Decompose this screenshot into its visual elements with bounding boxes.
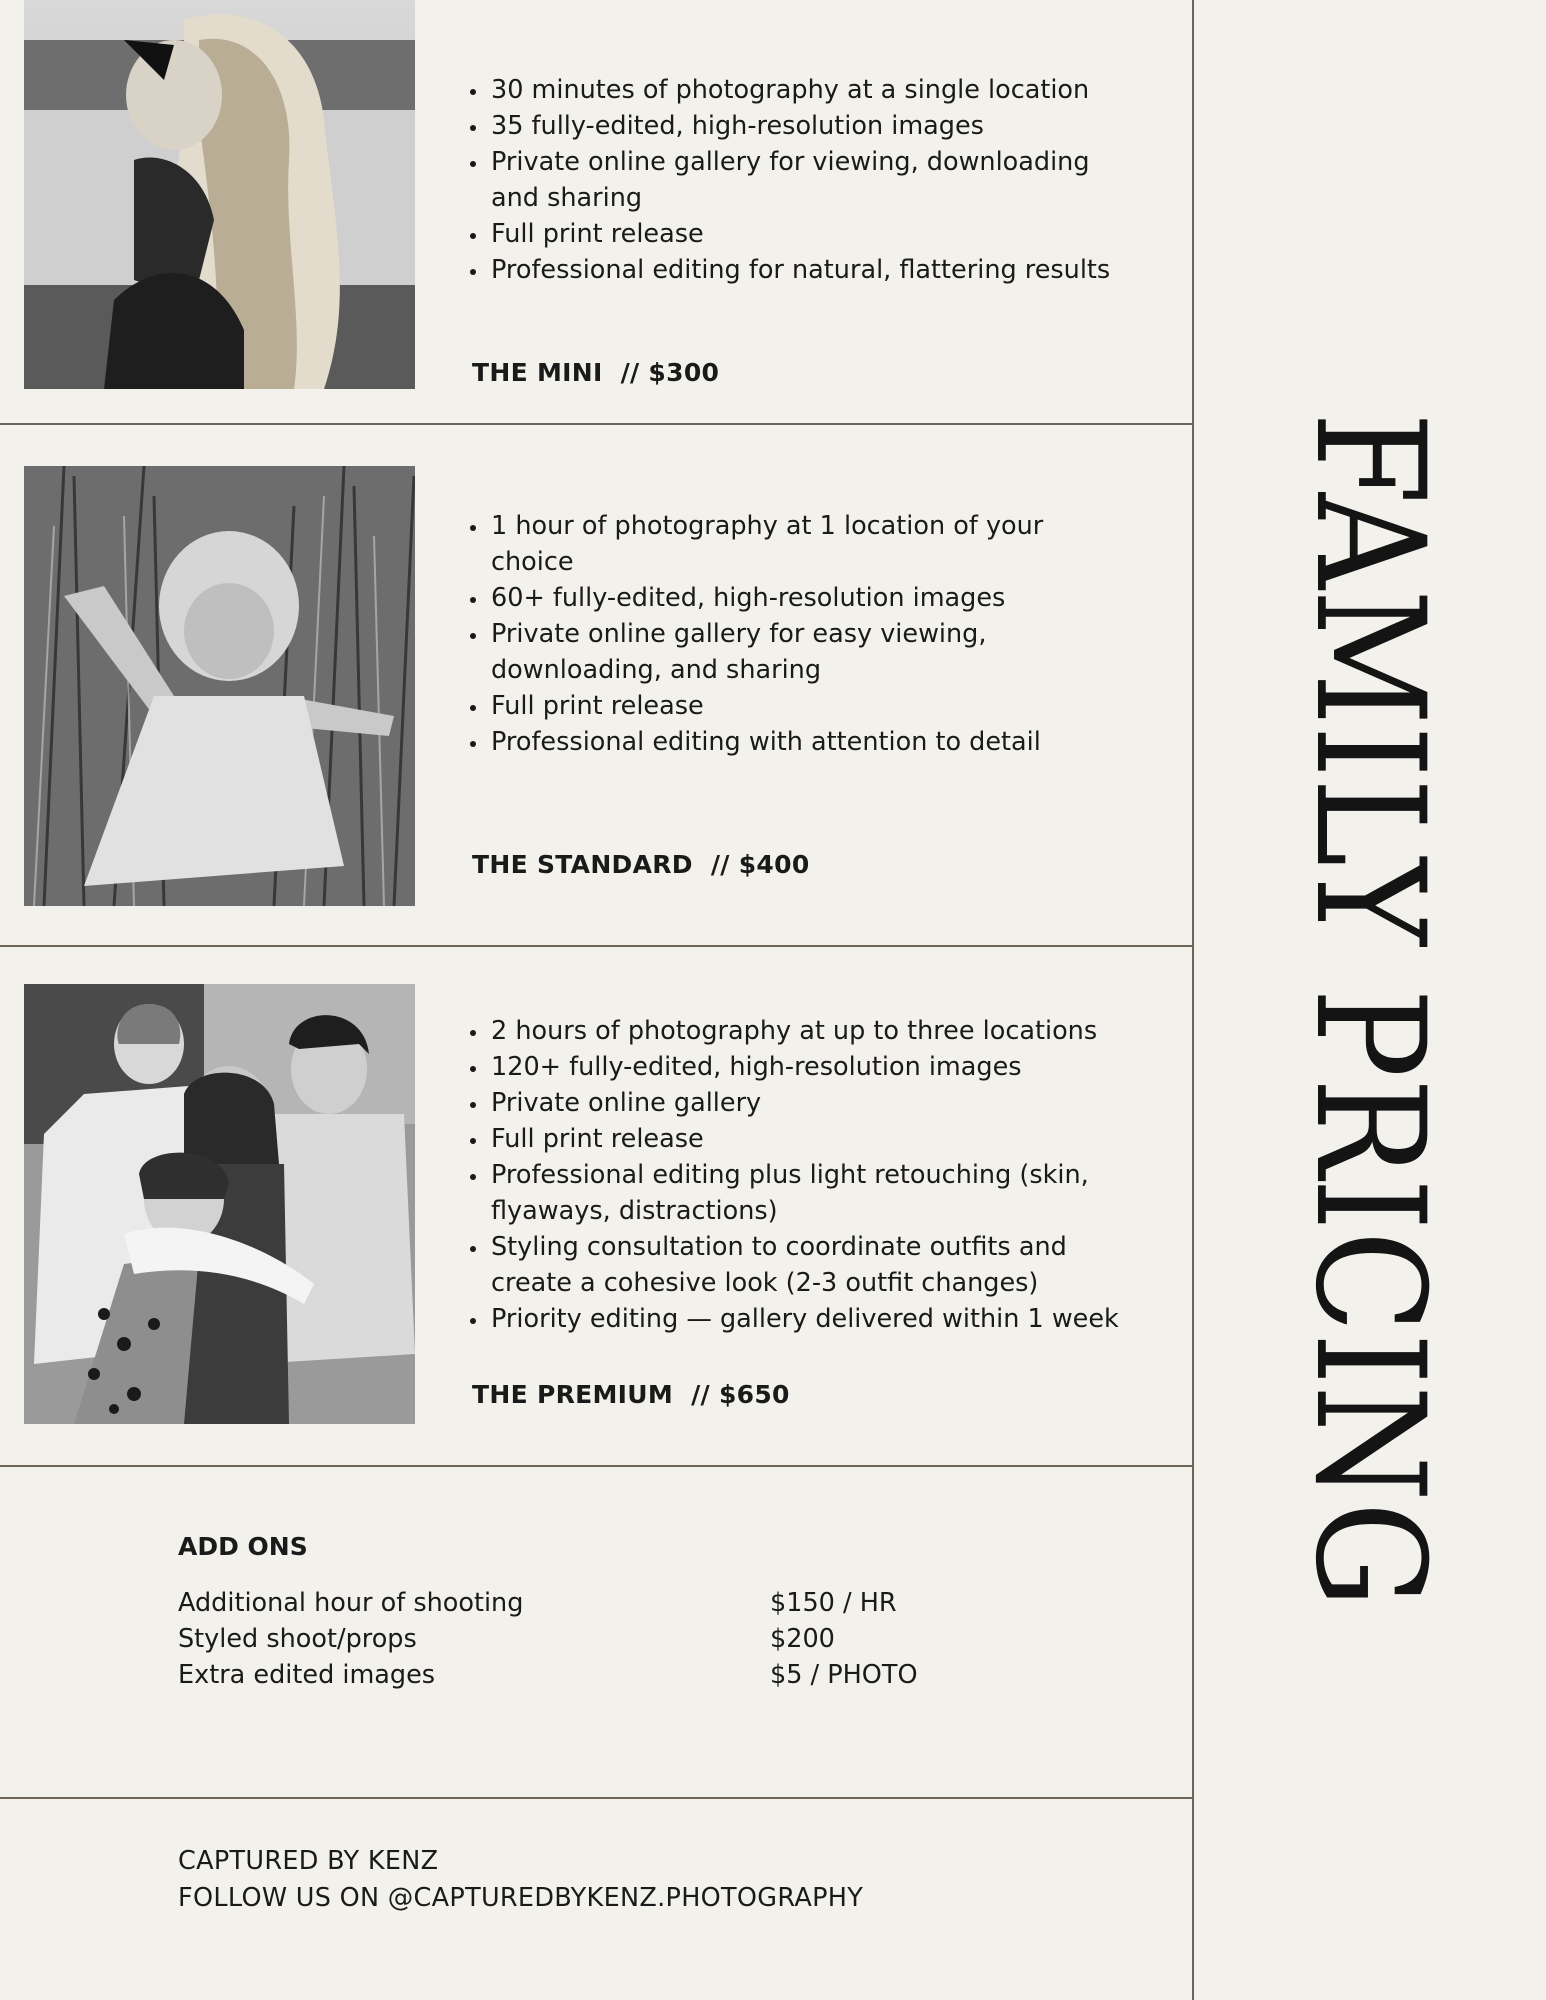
section-divider [0,945,1193,947]
addon-price: $5 / PHOTO [770,1660,918,1690]
package-title-mini [472,358,719,387]
package-features-standard [460,508,1129,760]
addons-heading: ADD ONS [178,1532,308,1561]
addon-name: Additional hour of shooting [178,1588,524,1618]
section-divider [0,1797,1193,1799]
vertical-divider [1192,0,1194,2000]
feature-item: • Private online gallery for viewing, downloading and sharing [489,144,1091,216]
package-photo-premium [24,984,415,1424]
package-name: THE PREMIUM [472,1380,674,1409]
feature-item: • 30 minutes of photography at a single location [489,72,1129,108]
feature-item: • Priority editing — gallery delivered within 1 week [489,1301,1129,1337]
addon-name: Extra edited images [178,1660,436,1690]
package-title-premium [472,1380,790,1409]
package-title-standard [472,850,810,879]
addon-row [178,1624,1078,1660]
side-title-text: FAMILY PRICING [1282,412,1456,1760]
feature-item: • Full print release [489,688,1129,724]
feature-item: • 35 fully-edited, high-resolution images [489,108,1129,144]
feature-item: • Professional editing plus light retouching (skin, flyaways, distractions) [489,1157,1091,1229]
feature-item: • Private online gallery [489,1085,1129,1121]
addon-row [178,1660,1078,1696]
addon-name: Styled shoot/props [178,1624,417,1654]
side-title [1268,400,1456,1760]
feature-item: • 120+ fully-edited, high-resolution images [489,1049,1129,1085]
section-divider [0,1465,1193,1467]
package-name: THE STANDARD [472,850,693,879]
package-name: THE MINI [472,358,603,387]
brand-name: CAPTURED BY KENZ [178,1846,439,1876]
feature-item: • 2 hours of photography at up to three locations [489,1013,1129,1049]
package-price: // $400 [692,850,810,879]
feature-item: • Styling consultation to coordinate outfits and create a cohesive look (2-3 outfit changes) [489,1229,1091,1301]
feature-item: • 1 hour of photography at 1 location of your choice [489,508,1051,580]
feature-item: • Full print release [489,1121,1129,1157]
feature-item: • Private online gallery for easy viewing, downloading, and sharing [489,616,1051,688]
feature-item: • Professional editing for natural, flattering results [489,252,1129,288]
feature-item: • Professional editing with attention to detail [489,724,1129,760]
addon-price: $200 [770,1624,835,1654]
addon-row [178,1588,1078,1624]
feature-item: • Full print release [489,216,1129,252]
package-price: // $650 [673,1380,790,1409]
package-features-mini [460,72,1129,288]
feature-item: • 60+ fully-edited, high-resolution images [489,580,1129,616]
package-price: // $300 [602,358,720,387]
section-divider [0,423,1193,425]
package-features-premium [460,1013,1129,1337]
social-handle: FOLLOW US ON @CAPTUREDBYKENZ.PHOTOGRAPHY [178,1883,864,1913]
package-photo-standard [24,466,415,906]
package-photo-mini [24,0,415,389]
addon-price: $150 / HR [770,1588,897,1618]
